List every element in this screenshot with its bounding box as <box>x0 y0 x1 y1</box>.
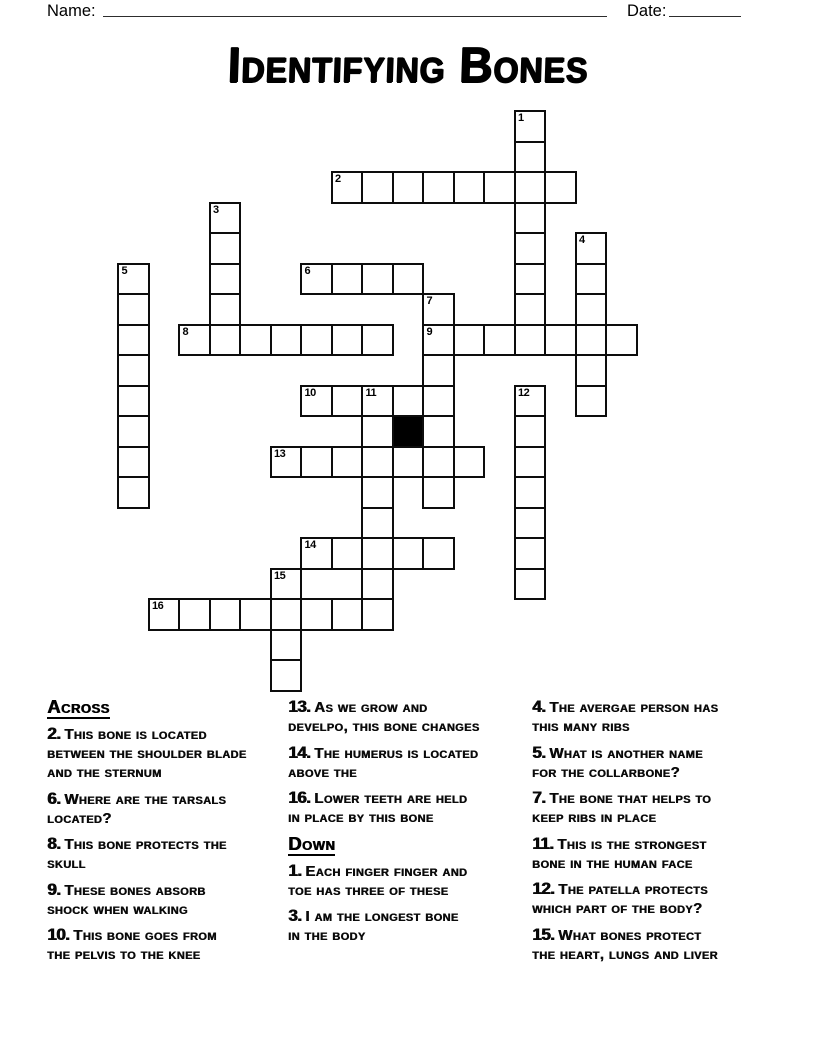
cell-number: 2 <box>335 173 341 185</box>
grid-cell[interactable] <box>483 171 516 204</box>
grid-cell[interactable] <box>270 568 303 601</box>
grid-cell[interactable] <box>514 293 547 326</box>
grid-cell[interactable] <box>331 446 364 479</box>
clue-text: I am the longest bone in the body <box>288 908 459 944</box>
clue-text: Lower teeth are held in place by this bone <box>288 790 468 826</box>
grid-cell[interactable] <box>209 202 242 235</box>
grid-cell[interactable] <box>422 385 455 418</box>
grid-cell[interactable] <box>575 354 608 387</box>
cell-number: 11 <box>365 386 377 399</box>
clue-text: This bone goes from the pelvis to the knee <box>47 927 217 963</box>
clue-text: This bone is located between the shoulder blade and the sternum <box>47 726 247 781</box>
clue-item <box>47 925 284 964</box>
clue-text: What is another name for the collarbone? <box>532 744 703 781</box>
title-wrap <box>0 36 816 94</box>
grid-cell[interactable] <box>117 476 150 509</box>
grid-cell[interactable] <box>422 446 455 479</box>
clue-number: 14. <box>288 742 311 762</box>
grid-cell[interactable] <box>514 415 547 448</box>
grid-cell[interactable] <box>209 598 242 631</box>
clue-item <box>47 880 284 919</box>
cell-number: 13 <box>274 447 286 460</box>
grid-cell[interactable] <box>514 324 547 357</box>
clue-section-header-down: Down <box>288 832 336 854</box>
grid-cell[interactable] <box>392 263 425 296</box>
grid-cell[interactable] <box>117 263 150 296</box>
clue-column-1 <box>47 697 284 971</box>
date-blank-line[interactable] <box>669 0 741 17</box>
grid-cell[interactable] <box>117 385 150 418</box>
clue-number: 11. <box>532 833 554 853</box>
grid-cell[interactable] <box>422 537 455 570</box>
grid-cell[interactable] <box>361 263 394 296</box>
grid-cell[interactable] <box>514 568 547 601</box>
grid-cell[interactable] <box>117 293 150 326</box>
grid-cell[interactable] <box>361 507 394 540</box>
grid-cell[interactable] <box>392 537 425 570</box>
clue-item <box>532 788 769 827</box>
clue-text: This bone protects the skull <box>47 836 227 872</box>
cell-number: 12 <box>518 386 530 399</box>
clue-item <box>47 724 284 782</box>
clue-text: The avergae person has this many ribs <box>532 699 719 735</box>
grid-cell[interactable] <box>514 202 547 235</box>
clue-item <box>288 906 525 945</box>
clue-text: Each finger finger and toe has three of these <box>288 862 468 899</box>
cell-number: 16 <box>152 600 164 612</box>
grid-cell[interactable] <box>514 232 547 265</box>
clue-number: 13. <box>288 697 311 716</box>
grid-cell[interactable] <box>392 446 425 479</box>
clue-item <box>532 925 769 964</box>
grid-cell[interactable] <box>331 263 364 296</box>
clue-number: 8. <box>47 834 61 853</box>
grid-cell[interactable] <box>514 476 547 509</box>
clue-number: 16. <box>288 788 311 807</box>
grid-cell[interactable] <box>392 171 425 204</box>
grid-cell[interactable] <box>300 385 333 418</box>
grid-cell[interactable] <box>209 232 242 265</box>
clue-text: As we grow and develpo, this bone changes <box>288 699 480 735</box>
clue-item <box>532 697 769 736</box>
grid-cell[interactable] <box>453 446 486 479</box>
grid-cell[interactable] <box>270 324 303 357</box>
grid-cell[interactable] <box>178 324 211 357</box>
grid-cell[interactable] <box>239 324 272 357</box>
grid-cell[interactable] <box>514 171 547 204</box>
grid-cell[interactable] <box>361 476 394 509</box>
grid-cell[interactable] <box>575 324 608 357</box>
grid-cell[interactable] <box>483 324 516 357</box>
grid-cell[interactable] <box>575 263 608 296</box>
cell-number: 10 <box>304 386 316 399</box>
grid-cell[interactable] <box>300 537 333 570</box>
grid-cell[interactable] <box>300 263 333 296</box>
grid-cell[interactable] <box>453 324 486 357</box>
grid-cell[interactable] <box>361 537 394 570</box>
grid-cell[interactable] <box>270 629 303 662</box>
grid-cell[interactable] <box>514 110 547 143</box>
clue-item <box>288 743 525 782</box>
clue-text: This is the strongest bone in the human face <box>532 835 707 872</box>
cell-number: 1 <box>518 112 524 124</box>
clue-text: The patella protects which part of the body? <box>532 881 708 917</box>
grid-cell[interactable] <box>422 171 455 204</box>
clue-number: 3. <box>288 906 302 925</box>
date-label: Date: <box>627 2 667 20</box>
clue-number: 7. <box>532 788 546 807</box>
grid-cell[interactable] <box>117 354 150 387</box>
grid-cell[interactable] <box>544 171 577 204</box>
clue-number: 9. <box>47 879 61 899</box>
grid-cell[interactable] <box>361 598 394 631</box>
grid-cell[interactable] <box>300 598 333 631</box>
clue-text: The bone that helps to keep ribs in place <box>532 790 712 826</box>
clue-item <box>288 861 525 900</box>
grid-cell[interactable] <box>453 171 486 204</box>
clue-number: 10. <box>47 925 70 944</box>
clue-number: 4. <box>532 697 546 716</box>
clue-item <box>288 697 525 736</box>
clue-item <box>532 743 769 782</box>
clue-section-header-across: Across <box>47 696 110 717</box>
grid-cell[interactable] <box>361 568 394 601</box>
grid-cell[interactable] <box>148 598 181 631</box>
grid-cell[interactable] <box>422 415 455 448</box>
cell-number: 6 <box>304 264 311 277</box>
name-blank-line[interactable] <box>103 0 607 17</box>
grid-cell[interactable] <box>300 446 333 479</box>
clue-number: 15. <box>532 924 555 944</box>
grid-cell[interactable] <box>270 659 303 692</box>
clue-number: 1. <box>288 860 302 880</box>
grid-cell[interactable] <box>575 385 608 418</box>
grid-cell[interactable] <box>422 476 455 509</box>
grid-cell[interactable] <box>361 415 394 448</box>
black-cell <box>392 415 425 448</box>
cell-number: 3 <box>213 203 219 216</box>
grid-cell[interactable] <box>361 446 394 479</box>
grid-cell[interactable] <box>331 324 364 357</box>
clue-text: What bones protect the heart, lungs and liver <box>532 926 718 963</box>
grid-cell[interactable] <box>300 324 333 357</box>
name-label: Name: <box>47 2 96 20</box>
cell-number: 7 <box>426 295 433 307</box>
grid-cell[interactable] <box>575 293 608 326</box>
page-title: Identifying Bones <box>226 37 590 93</box>
grid-cell[interactable] <box>117 415 150 448</box>
grid-cell[interactable] <box>331 537 364 570</box>
grid-cell[interactable] <box>270 598 303 631</box>
grid-cell[interactable] <box>117 446 150 479</box>
grid-cell[interactable] <box>239 598 272 631</box>
clue-item <box>288 788 525 827</box>
clue-number: 2. <box>47 724 61 743</box>
grid-cell[interactable] <box>209 293 242 326</box>
grid-cell[interactable] <box>514 385 547 418</box>
grid-cell[interactable] <box>514 141 547 174</box>
grid-cell[interactable] <box>544 324 577 357</box>
grid-cell[interactable] <box>514 507 547 540</box>
grid-cell[interactable] <box>514 263 547 296</box>
grid-cell[interactable] <box>178 598 211 631</box>
clue-number: 12. <box>532 879 555 898</box>
grid-cell[interactable] <box>514 446 547 479</box>
clue-item <box>532 879 769 918</box>
clue-text: Where are the tarsals located? <box>47 790 227 827</box>
grid-cell[interactable] <box>209 324 242 357</box>
grid-cell[interactable] <box>392 385 425 418</box>
grid-cell[interactable] <box>605 324 638 357</box>
clue-column-3 <box>532 697 769 970</box>
cell-number: 4 <box>579 234 585 246</box>
clue-number: 5. <box>532 742 546 762</box>
cell-number: 5 <box>121 264 128 277</box>
grid-cell[interactable] <box>270 446 303 479</box>
clue-text: These bones absorb shock when walking <box>47 881 206 918</box>
grid-cell[interactable] <box>514 537 547 570</box>
clue-item <box>47 834 284 873</box>
grid-cell[interactable] <box>331 171 364 204</box>
cell-number: 14 <box>304 539 316 551</box>
cell-number: 8 <box>182 325 189 338</box>
grid-cell[interactable] <box>331 598 364 631</box>
grid-cell[interactable] <box>422 293 455 326</box>
cell-number: 9 <box>426 325 433 338</box>
grid-cell[interactable] <box>422 324 455 357</box>
grid-cell[interactable] <box>209 263 242 296</box>
cell-number: 15 <box>274 569 286 582</box>
clue-text: The humerus is located above the <box>288 744 479 781</box>
clue-item <box>47 789 284 828</box>
clue-item <box>532 834 769 873</box>
grid-cell[interactable] <box>361 171 394 204</box>
grid-cell[interactable] <box>331 385 364 418</box>
grid-cell[interactable] <box>361 385 394 418</box>
grid-cell[interactable] <box>575 232 608 265</box>
clue-number: 6. <box>47 788 61 808</box>
grid-cell[interactable] <box>361 324 394 357</box>
grid-cell[interactable] <box>422 354 455 387</box>
grid-cell[interactable] <box>117 324 150 357</box>
clue-column-2 <box>288 697 525 952</box>
